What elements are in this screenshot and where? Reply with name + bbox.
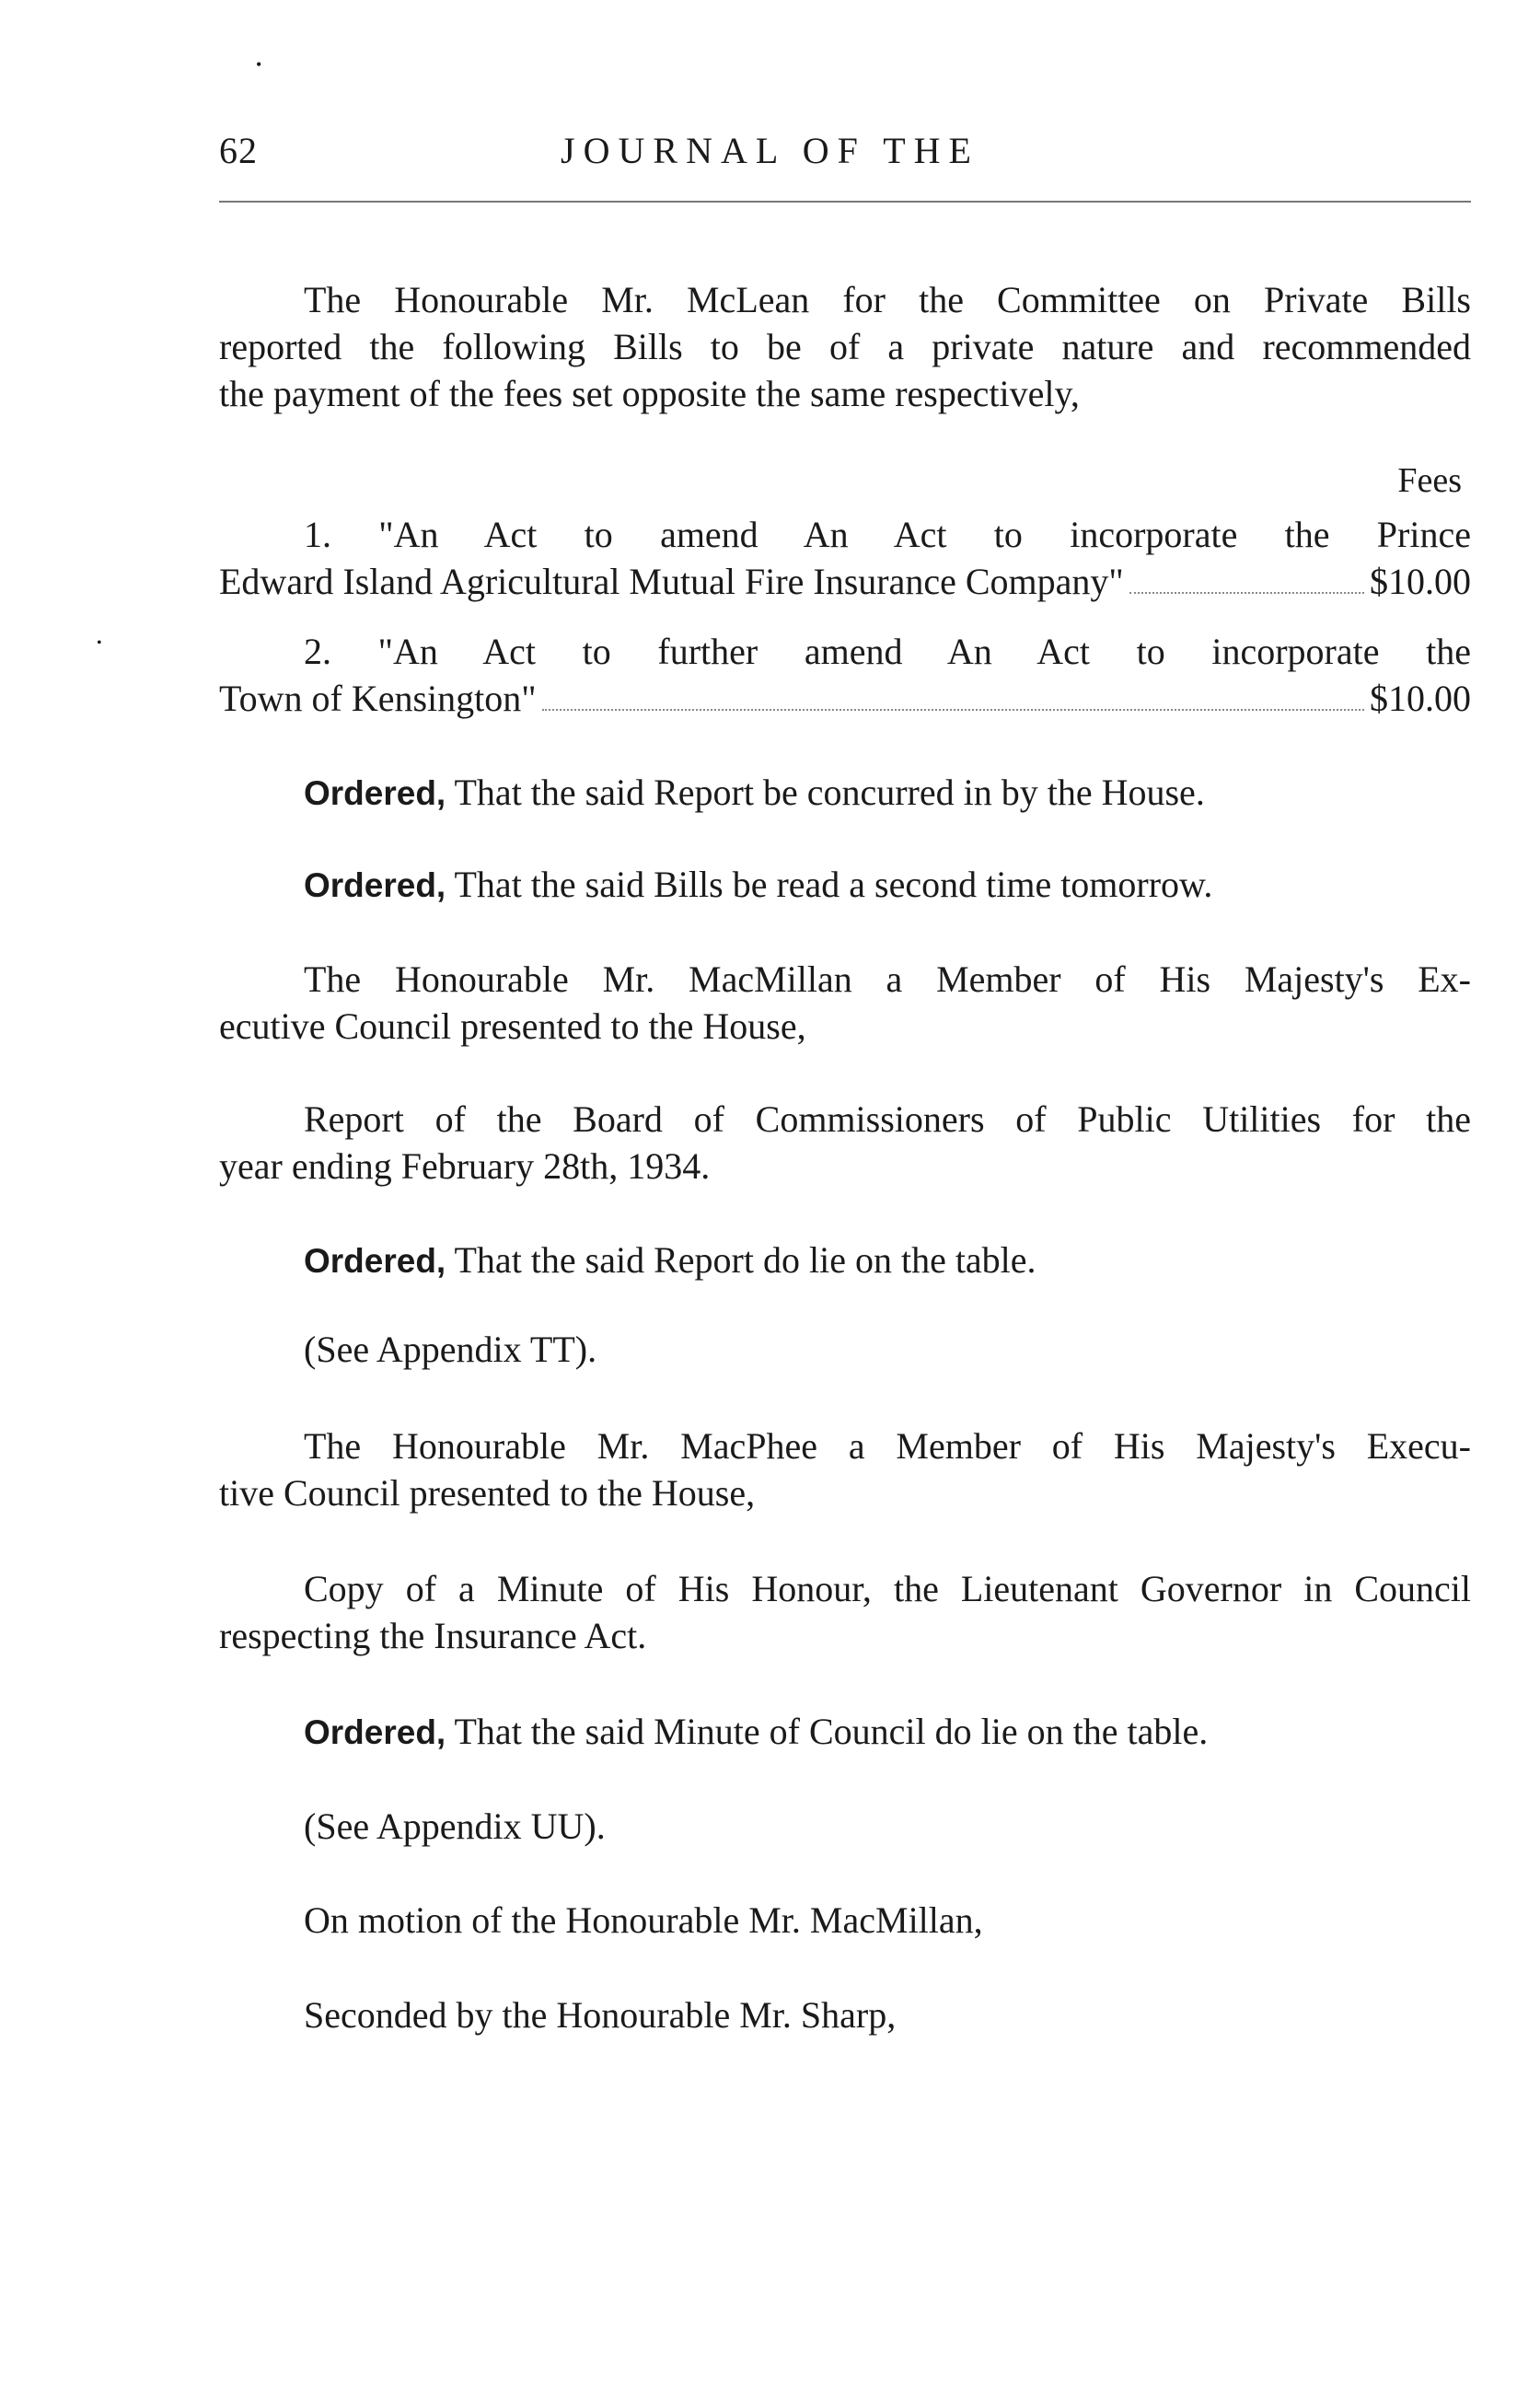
dot-leader <box>1129 592 1364 594</box>
appendix-uu-reference: (See Appendix UU). <box>304 1805 606 1847</box>
margin-speck: • <box>97 635 102 651</box>
motion-line: On motion of the Honourable Mr. MacMillan, <box>304 1899 983 1941</box>
bill-fee-row <box>219 675 1471 722</box>
bill-title-line: Edward Island Agricultural Mutual Fire Insurance Company" <box>219 561 1124 602</box>
committee-report-paragraph <box>219 276 1471 417</box>
bill-title-line: 2. "An Act to further amend An Act to incorporate the <box>304 631 1471 672</box>
order-concur <box>304 769 1471 817</box>
paragraph-line: tive Council presented to the House, <box>219 1472 756 1514</box>
order-text: That the said Report do lie on the table. <box>454 1239 1036 1281</box>
ordered-label: Ordered, <box>304 866 446 904</box>
order-text: That the said Report be concurred in by the House. <box>454 772 1205 813</box>
bill-title-line: Town of Kensington" <box>219 678 537 719</box>
paragraph-line: The Honourable Mr. MacPhee a Member of His Majesty's Execu- <box>304 1425 1471 1467</box>
header-rule <box>219 201 1471 203</box>
seconded-line: Seconded by the Honourable Mr. Sharp, <box>304 1994 897 2036</box>
page-number: 62 <box>219 130 258 171</box>
paragraph-line: the payment of the fees set opposite the same respectively, <box>219 373 1080 414</box>
ordered-label: Ordered, <box>304 1242 446 1280</box>
ordered-label: Ordered, <box>304 1713 446 1751</box>
paragraph-line: The Honourable Mr. McLean for the Committee on Private Bills <box>304 279 1471 320</box>
order-minute-table <box>304 1708 1471 1756</box>
bill-title-line: 1. "An Act to amend An Act to incorporate the Prince <box>304 514 1471 555</box>
paragraph-line: year ending February 28th, 1934. <box>219 1145 711 1187</box>
bill-item-1 <box>219 511 1471 605</box>
macphee-presentation-paragraph <box>219 1422 1471 1516</box>
appendix-tt-reference: (See Appendix TT). <box>304 1329 597 1370</box>
order-text: That the said Bills be read a second time tomorrow. <box>454 864 1213 905</box>
dot-leader <box>542 709 1364 711</box>
paragraph-line: respecting the Insurance Act. <box>219 1615 647 1656</box>
paragraph-line: Report of the Board of Commissioners of Public Utilities for the <box>304 1098 1471 1140</box>
minute-copy-paragraph <box>219 1565 1471 1659</box>
order-text: That the said Minute of Council do lie on the table. <box>454 1711 1209 1752</box>
ordered-label: Ordered, <box>304 774 446 812</box>
bill-fee: $10.00 <box>1370 678 1471 719</box>
running-header-title: JOURNAL OF THE <box>561 130 979 171</box>
utilities-report-paragraph <box>219 1096 1471 1190</box>
bill-item-2 <box>219 628 1471 722</box>
bill-fee: $10.00 <box>1370 561 1471 602</box>
fees-column-heading: Fees <box>1397 461 1462 500</box>
paragraph-line: The Honourable Mr. MacMillan a Member of His Majesty's Ex- <box>304 958 1471 1000</box>
macmillan-presentation-paragraph <box>219 956 1471 1050</box>
print-speck: • <box>256 55 262 74</box>
order-report-table <box>304 1236 1471 1284</box>
paragraph-line: reported the following Bills to be of a private nature and recommended <box>219 326 1471 367</box>
bill-fee-row <box>219 558 1471 605</box>
paragraph-line: ecutive Council presented to the House, <box>219 1005 806 1047</box>
order-second-reading <box>304 861 1471 909</box>
paragraph-line: Copy of a Minute of His Honour, the Lieutenant Governor in Council <box>304 1568 1471 1609</box>
